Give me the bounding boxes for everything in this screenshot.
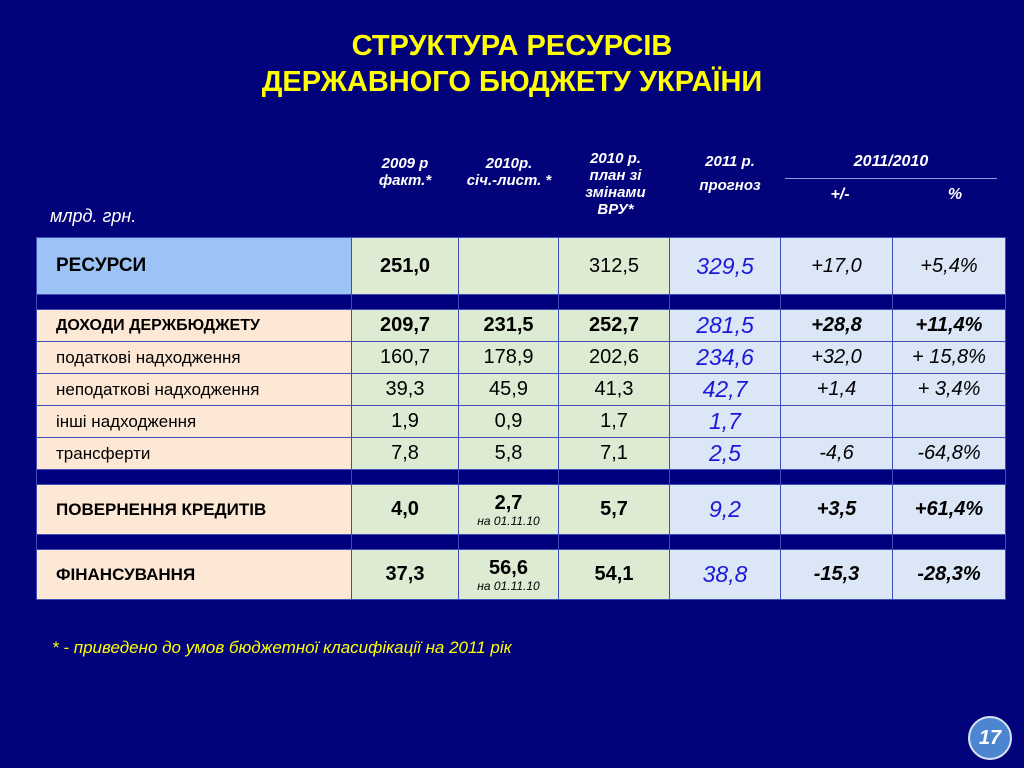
spacer-row <box>37 295 1006 310</box>
table-row-credit-return <box>37 485 1006 535</box>
cell-pct: +5,4% <box>893 238 1006 295</box>
cell-diff <box>781 406 893 438</box>
header-2010b-line4: ВРУ* <box>597 201 634 218</box>
cell-value: 2,7 <box>494 491 523 514</box>
spacer-row <box>37 535 1006 550</box>
header-2010b-line2: план зі <box>589 167 642 184</box>
cell-2010-actual: 0,9 <box>459 406 559 438</box>
cell-value: 56,6 <box>489 556 528 579</box>
row-label: трансферти <box>37 438 352 470</box>
row-label: інші надходження <box>37 406 352 438</box>
header-diff: +/- <box>830 186 850 203</box>
header-2009-line2: факт.* <box>378 172 432 189</box>
cell-pct: + 3,4% <box>893 374 1006 406</box>
cell-2011: 281,5 <box>670 310 781 342</box>
unit-label: млрд. грн. <box>50 206 137 226</box>
page-number-badge: 17 <box>968 716 1012 760</box>
header-2010a-line1: 2010р. <box>485 155 533 172</box>
cell-2009: 37,3 <box>352 550 459 600</box>
cell-pct: -28,3% <box>893 550 1006 600</box>
cell-2010-actual: 231,5 <box>459 310 559 342</box>
cell-diff: +32,0 <box>781 342 893 374</box>
footnote: * - приведено до умов бюджетної класифікації на 2011 рік <box>52 638 512 657</box>
row-label: ДОХОДИ ДЕРЖБЮДЖЕТУ <box>37 310 352 342</box>
cell-2011: 2,5 <box>670 438 781 470</box>
header-2010a-line2: січ.-лист. * <box>466 172 552 189</box>
table-row-revenue <box>37 310 1006 342</box>
table-row-transfers <box>37 438 1006 470</box>
cell-diff: -15,3 <box>781 550 893 600</box>
cell-diff: +3,5 <box>781 485 893 535</box>
cell-pct: +61,4% <box>893 485 1006 535</box>
budget-table <box>36 237 1006 600</box>
cell-2010-plan: 5,7 <box>559 485 670 535</box>
cell-2011: 9,2 <box>670 485 781 535</box>
cell-2009: 251,0 <box>352 238 459 295</box>
cell-diff: -4,6 <box>781 438 893 470</box>
cell-2011: 234,6 <box>670 342 781 374</box>
cell-2009: 160,7 <box>352 342 459 374</box>
cell-2009: 1,9 <box>352 406 459 438</box>
cell-pct: -64,8% <box>893 438 1006 470</box>
cell-2009: 39,3 <box>352 374 459 406</box>
cell-2009: 7,8 <box>352 438 459 470</box>
cell-2010-plan: 202,6 <box>559 342 670 374</box>
cell-2011: 1,7 <box>670 406 781 438</box>
header-2009-line1: 2009 р <box>381 155 429 172</box>
header-2010-actual <box>447 155 571 189</box>
cell-2010-actual: 5,8 <box>459 438 559 470</box>
row-label: ПОВЕРНЕННЯ КРЕДИТІВ <box>37 485 352 535</box>
header-2011-line2: прогноз <box>699 177 761 194</box>
cell-note: на 01.11.10 <box>477 578 540 593</box>
cell-2010-plan: 41,3 <box>559 374 670 406</box>
spacer-row <box>37 470 1006 485</box>
cell-note: на 01.11.10 <box>477 513 540 528</box>
header-2010b-line3: змінами <box>585 184 646 201</box>
table-row-tax <box>37 342 1006 374</box>
row-label: податкові надходження <box>37 342 352 374</box>
header-2010-plan <box>563 150 668 218</box>
header-2010b-line1: 2010 р. <box>590 150 641 167</box>
header-2011-line1: 2011 р. <box>705 153 755 170</box>
row-label: РЕСУРСИ <box>37 238 352 295</box>
row-label: неподаткові надходження <box>37 374 352 406</box>
title-line-1: СТРУКТУРА РЕСУРСІВ <box>351 30 673 62</box>
cell-2010-actual <box>459 485 559 535</box>
cell-pct: + 15,8% <box>893 342 1006 374</box>
header-pct: % <box>947 186 963 203</box>
table-row-resources <box>37 238 1006 295</box>
header-2011 <box>675 150 785 198</box>
cell-2010-plan: 54,1 <box>559 550 670 600</box>
cell-diff: +28,8 <box>781 310 893 342</box>
title-line-2: ДЕРЖАВНОГО БЮДЖЕТУ УКРАЇНИ <box>261 66 763 98</box>
cell-2011: 42,7 <box>670 374 781 406</box>
cell-2010-actual <box>459 550 559 600</box>
cell-pct <box>893 406 1006 438</box>
table-row-other <box>37 406 1006 438</box>
cell-2011: 329,5 <box>670 238 781 295</box>
row-label: ФІНАНСУВАННЯ <box>37 550 352 600</box>
cell-2010-actual: 178,9 <box>459 342 559 374</box>
slide-title <box>0 28 1024 100</box>
table-row-financing <box>37 550 1006 600</box>
header-2009 <box>355 155 455 189</box>
cell-diff: +17,0 <box>781 238 893 295</box>
header-divider <box>785 178 997 179</box>
cell-2009: 209,7 <box>352 310 459 342</box>
cell-pct: +11,4% <box>893 310 1006 342</box>
cell-2010-plan: 252,7 <box>559 310 670 342</box>
cell-2010-plan: 7,1 <box>559 438 670 470</box>
cell-2009: 4,0 <box>352 485 459 535</box>
cell-2010-actual <box>459 238 559 295</box>
cell-2010-plan: 312,5 <box>559 238 670 295</box>
header-compare-group: 2011/2010 <box>853 153 929 170</box>
cell-diff: +1,4 <box>781 374 893 406</box>
cell-2010-actual: 45,9 <box>459 374 559 406</box>
cell-2011: 38,8 <box>670 550 781 600</box>
table-row-nontax <box>37 374 1006 406</box>
cell-2010-plan: 1,7 <box>559 406 670 438</box>
